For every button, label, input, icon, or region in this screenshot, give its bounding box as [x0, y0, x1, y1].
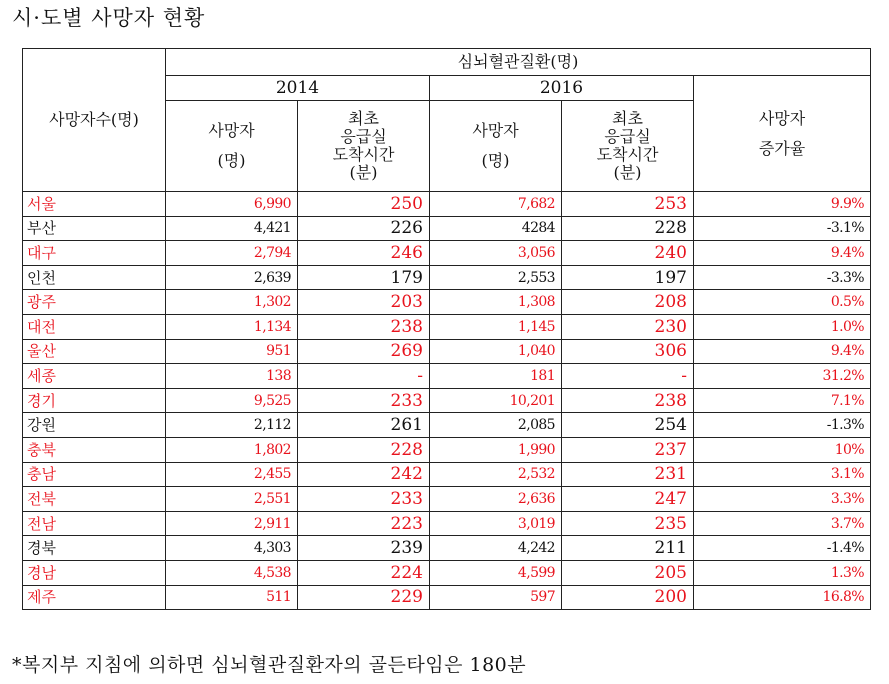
region-cell: 대전: [23, 314, 166, 339]
table-body: [23, 192, 871, 610]
arrival-2016-cell: 228: [562, 216, 694, 241]
table-row: [23, 216, 871, 241]
arrival-2014-cell: 261: [298, 413, 430, 438]
arrival-2016-cell: 200: [562, 585, 694, 610]
increase-rate-cell: 0.5%: [694, 290, 871, 315]
deaths-2016-cell: 10,201: [430, 388, 562, 413]
deaths-2016-cell: 3,056: [430, 241, 562, 266]
deaths-2016-cell: 2,553: [430, 265, 562, 290]
deaths-2014-cell: 9,525: [166, 388, 298, 413]
arrival-2014-cell: 223: [298, 511, 430, 536]
increase-rate-cell: 31.2%: [694, 364, 871, 389]
arrival-2016-cell: 247: [562, 487, 694, 512]
table-row: [23, 585, 871, 610]
deaths-2014-cell: 4,538: [166, 560, 298, 585]
arrival-2014-cell: 229: [298, 585, 430, 610]
region-cell: 전북: [23, 487, 166, 512]
deaths-2014-cell: 2,112: [166, 413, 298, 438]
arrival-2014-cell: 228: [298, 437, 430, 462]
deaths-2016-cell: 181: [430, 364, 562, 389]
table-row: [23, 560, 871, 585]
region-cell: 광주: [23, 290, 166, 315]
arrival-2014-cell: 269: [298, 339, 430, 364]
increase-rate-cell: 10%: [694, 437, 871, 462]
page-title: 시·도별 사망자 현황: [12, 6, 206, 30]
region-cell: 강원: [23, 413, 166, 438]
deaths-2016-cell: 1,040: [430, 339, 562, 364]
arrival-2014-cell: 246: [298, 241, 430, 266]
arrival-2016-cell: 208: [562, 290, 694, 315]
arrival-2016-cell: 253: [562, 192, 694, 217]
deaths-2016-cell: 7,682: [430, 192, 562, 217]
table-row: [23, 487, 871, 512]
increase-rate-cell: 3.7%: [694, 511, 871, 536]
table-row: [23, 437, 871, 462]
increase-rate-cell: 9.4%: [694, 241, 871, 266]
increase-rate-cell: 7.1%: [694, 388, 871, 413]
region-cell: 경남: [23, 560, 166, 585]
increase-rate-cell: 16.8%: [694, 585, 871, 610]
arrival-2016-cell: 306: [562, 339, 694, 364]
year-header-2014: 2014: [166, 76, 430, 101]
deaths-2016-cell: 2,085: [430, 413, 562, 438]
region-cell: 부산: [23, 216, 166, 241]
table-row: [23, 290, 871, 315]
arrival-2014-cell: 238: [298, 314, 430, 339]
arrival-2016-cell: 197: [562, 265, 694, 290]
deaths-2016-cell: 3,019: [430, 511, 562, 536]
region-cell: 울산: [23, 339, 166, 364]
deaths-2016-header: 사망자 (명): [430, 101, 562, 192]
arrival-2014-cell: 203: [298, 290, 430, 315]
deaths-2016-cell: 2,532: [430, 462, 562, 487]
deaths-2014-cell: 1,802: [166, 437, 298, 462]
arrival-2016-cell: 230: [562, 314, 694, 339]
deaths-2016-cell: 2,636: [430, 487, 562, 512]
region-cell: 경기: [23, 388, 166, 413]
table-row: [23, 265, 871, 290]
arrival-2014-cell: 239: [298, 536, 430, 561]
table-row: [23, 511, 871, 536]
arrival-2016-cell: -: [562, 364, 694, 389]
region-cell: 세종: [23, 364, 166, 389]
region-cell: 서울: [23, 192, 166, 217]
arrival-2014-cell: 233: [298, 487, 430, 512]
deaths-2016-cell: 4284: [430, 216, 562, 241]
deaths-2014-cell: 138: [166, 364, 298, 389]
group-header: 심뇌혈관질환(명): [166, 49, 871, 76]
arrival-2016-cell: 231: [562, 462, 694, 487]
table-row: [23, 462, 871, 487]
increase-rate-cell: -1.4%: [694, 536, 871, 561]
increase-rate-cell: 9.4%: [694, 339, 871, 364]
footnote: *복지부 지침에 의하면 심뇌혈관질환자의 골든타임은 180분: [12, 654, 527, 676]
increase-rate-cell: 3.1%: [694, 462, 871, 487]
deaths-2014-cell: 2,455: [166, 462, 298, 487]
region-cell: 충북: [23, 437, 166, 462]
deaths-2016-cell: 4,599: [430, 560, 562, 585]
arrival-2014-cell: -: [298, 364, 430, 389]
row-label-header: 사망자수(명): [23, 49, 166, 192]
region-cell: 전남: [23, 511, 166, 536]
arrival-time-2014-header: 최초 응급실 도착시간 (분): [298, 101, 430, 192]
region-cell: 경북: [23, 536, 166, 561]
deaths-2014-cell: 951: [166, 339, 298, 364]
table-row: [23, 314, 871, 339]
increase-rate-cell: -3.3%: [694, 265, 871, 290]
deaths-2016-cell: 1,145: [430, 314, 562, 339]
year-header-2016: 2016: [430, 76, 694, 101]
arrival-2016-cell: 235: [562, 511, 694, 536]
arrival-2014-cell: 224: [298, 560, 430, 585]
increase-rate-cell: 9.9%: [694, 192, 871, 217]
increase-rate-header: 사망자 증가율: [694, 76, 871, 192]
deaths-2016-cell: 1,308: [430, 290, 562, 315]
deaths-2016-cell: 1,990: [430, 437, 562, 462]
deaths-2016-cell: 4,242: [430, 536, 562, 561]
arrival-2016-cell: 237: [562, 437, 694, 462]
arrival-2014-cell: 242: [298, 462, 430, 487]
arrival-2014-cell: 233: [298, 388, 430, 413]
deaths-2014-cell: 2,551: [166, 487, 298, 512]
deaths-2014-header: 사망자 (명): [166, 101, 298, 192]
death-statistics-table: [22, 48, 871, 610]
deaths-2014-cell: 1,134: [166, 314, 298, 339]
arrival-2016-cell: 205: [562, 560, 694, 585]
table-row: [23, 364, 871, 389]
increase-rate-cell: 1.3%: [694, 560, 871, 585]
region-cell: 인천: [23, 265, 166, 290]
table-row: [23, 536, 871, 561]
region-cell: 제주: [23, 585, 166, 610]
deaths-2014-cell: 2,911: [166, 511, 298, 536]
arrival-2016-cell: 238: [562, 388, 694, 413]
arrival-time-2016-header: 최초 응급실 도착시간 (분): [562, 101, 694, 192]
deaths-2014-cell: 2,794: [166, 241, 298, 266]
region-cell: 대구: [23, 241, 166, 266]
deaths-2014-cell: 511: [166, 585, 298, 610]
deaths-2014-cell: 6,990: [166, 192, 298, 217]
table-row: [23, 388, 871, 413]
arrival-2016-cell: 254: [562, 413, 694, 438]
table-row: [23, 413, 871, 438]
arrival-2014-cell: 250: [298, 192, 430, 217]
region-cell: 충남: [23, 462, 166, 487]
deaths-2014-cell: 1,302: [166, 290, 298, 315]
arrival-2016-cell: 211: [562, 536, 694, 561]
increase-rate-cell: -1.3%: [694, 413, 871, 438]
deaths-2014-cell: 2,639: [166, 265, 298, 290]
deaths-2016-cell: 597: [430, 585, 562, 610]
table-row: [23, 241, 871, 266]
deaths-2014-cell: 4,421: [166, 216, 298, 241]
table-row: [23, 192, 871, 217]
arrival-2016-cell: 240: [562, 241, 694, 266]
increase-rate-cell: 1.0%: [694, 314, 871, 339]
increase-rate-cell: -3.1%: [694, 216, 871, 241]
arrival-2014-cell: 179: [298, 265, 430, 290]
deaths-2014-cell: 4,303: [166, 536, 298, 561]
table-row: [23, 339, 871, 364]
increase-rate-cell: 3.3%: [694, 487, 871, 512]
arrival-2014-cell: 226: [298, 216, 430, 241]
